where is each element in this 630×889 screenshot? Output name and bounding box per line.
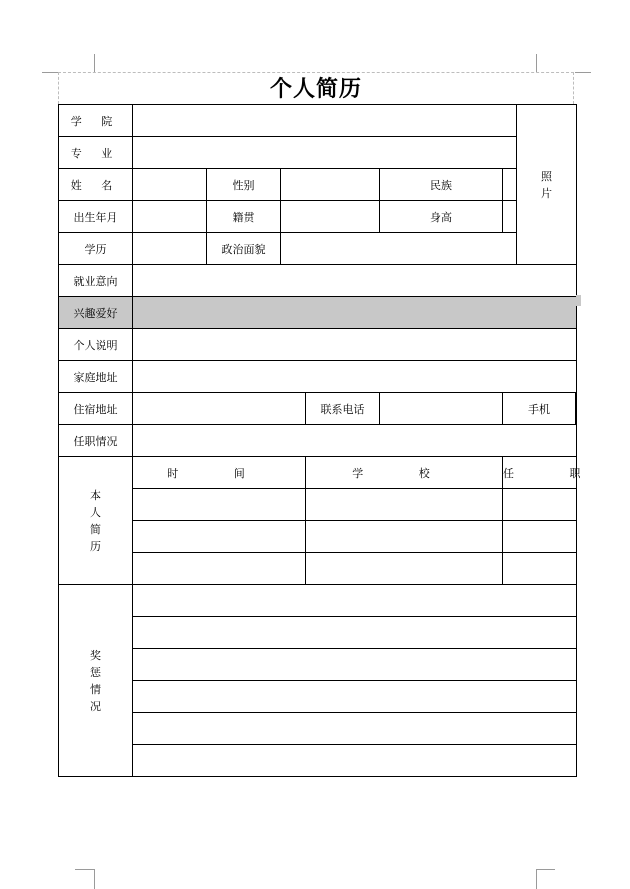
hobbies-label: 兴趣爱好: [59, 297, 133, 329]
crop-mark: [536, 54, 537, 72]
job-intention-field[interactable]: [133, 265, 577, 297]
awards-section-label: 奖惩情况: [59, 585, 133, 777]
awards-line[interactable]: [133, 745, 577, 777]
resume-header-position: 任 职: [503, 457, 577, 489]
hobbies-field[interactable]: [133, 297, 577, 329]
height-field[interactable]: [503, 201, 517, 233]
contact-phone-label: 联系电话: [306, 393, 380, 425]
job-intention-label: 就业意向: [59, 265, 133, 297]
major-label: 专 业: [59, 137, 133, 169]
resume-school-cell[interactable]: [306, 521, 503, 553]
crop-mark: [94, 869, 95, 889]
college-field[interactable]: [133, 105, 517, 137]
position-status-label: 任职情况: [59, 425, 133, 457]
ethnicity-field[interactable]: [503, 169, 517, 201]
resume-section-label: 本人简历: [59, 457, 133, 585]
crop-mark: [75, 869, 94, 870]
contact-phone-field[interactable]: [380, 393, 503, 425]
awards-line[interactable]: [133, 681, 577, 713]
major-field[interactable]: [133, 137, 517, 169]
residence-address-label: 住宿地址: [59, 393, 133, 425]
crop-mark: [42, 72, 58, 73]
resume-position-cell[interactable]: [503, 489, 577, 521]
resume-header-school: 学 校: [306, 457, 503, 489]
resume-time-cell[interactable]: [133, 489, 306, 521]
resume-school-cell[interactable]: [306, 489, 503, 521]
title-area: [58, 72, 574, 104]
crop-mark: [575, 72, 591, 73]
crop-mark: [536, 869, 555, 870]
position-status-field[interactable]: [133, 425, 577, 457]
crop-mark: [94, 54, 95, 72]
native-place-label: 籍贯: [207, 201, 281, 233]
page-title[interactable]: 个人简历: [269, 76, 362, 102]
resume-time-cell[interactable]: [133, 553, 306, 585]
resume-position-cell[interactable]: [503, 553, 577, 585]
resume-time-cell[interactable]: [133, 521, 306, 553]
height-label: 身高: [380, 201, 503, 233]
gender-field[interactable]: [281, 169, 380, 201]
native-place-field[interactable]: [281, 201, 380, 233]
row-resize-handle[interactable]: [576, 295, 581, 306]
awards-line[interactable]: [133, 585, 577, 617]
college-label: 学 院: [59, 105, 133, 137]
home-address-field[interactable]: [133, 361, 577, 393]
awards-line[interactable]: [133, 649, 577, 681]
self-description-field[interactable]: [133, 329, 577, 361]
photo-label: 照 片: [541, 169, 553, 200]
resume-school-cell[interactable]: [306, 553, 503, 585]
resume-position-cell[interactable]: [503, 521, 577, 553]
name-field[interactable]: [133, 169, 207, 201]
birth-date-label: 出生年月: [59, 201, 133, 233]
residence-address-field[interactable]: [133, 393, 306, 425]
resume-form-table: [58, 104, 607, 777]
crop-mark: [536, 869, 537, 889]
gender-label: 性别: [207, 169, 281, 201]
education-field[interactable]: [133, 233, 207, 265]
awards-line[interactable]: [133, 617, 577, 649]
home-address-label: 家庭地址: [59, 361, 133, 393]
birth-date-field[interactable]: [133, 201, 207, 233]
self-description-label: 个人说明: [59, 329, 133, 361]
ethnicity-label: 民族: [380, 169, 503, 201]
name-label: 姓 名: [59, 169, 133, 201]
political-status-field[interactable]: [281, 233, 517, 265]
mobile-label: 手机: [503, 393, 576, 425]
resume-header-time: 时 间: [133, 457, 306, 489]
photo-box[interactable]: [517, 105, 577, 265]
mobile-field[interactable]: [576, 393, 577, 425]
political-status-label: 政治面貌: [207, 233, 281, 265]
awards-line[interactable]: [133, 713, 577, 745]
education-label: 学历: [59, 233, 133, 265]
